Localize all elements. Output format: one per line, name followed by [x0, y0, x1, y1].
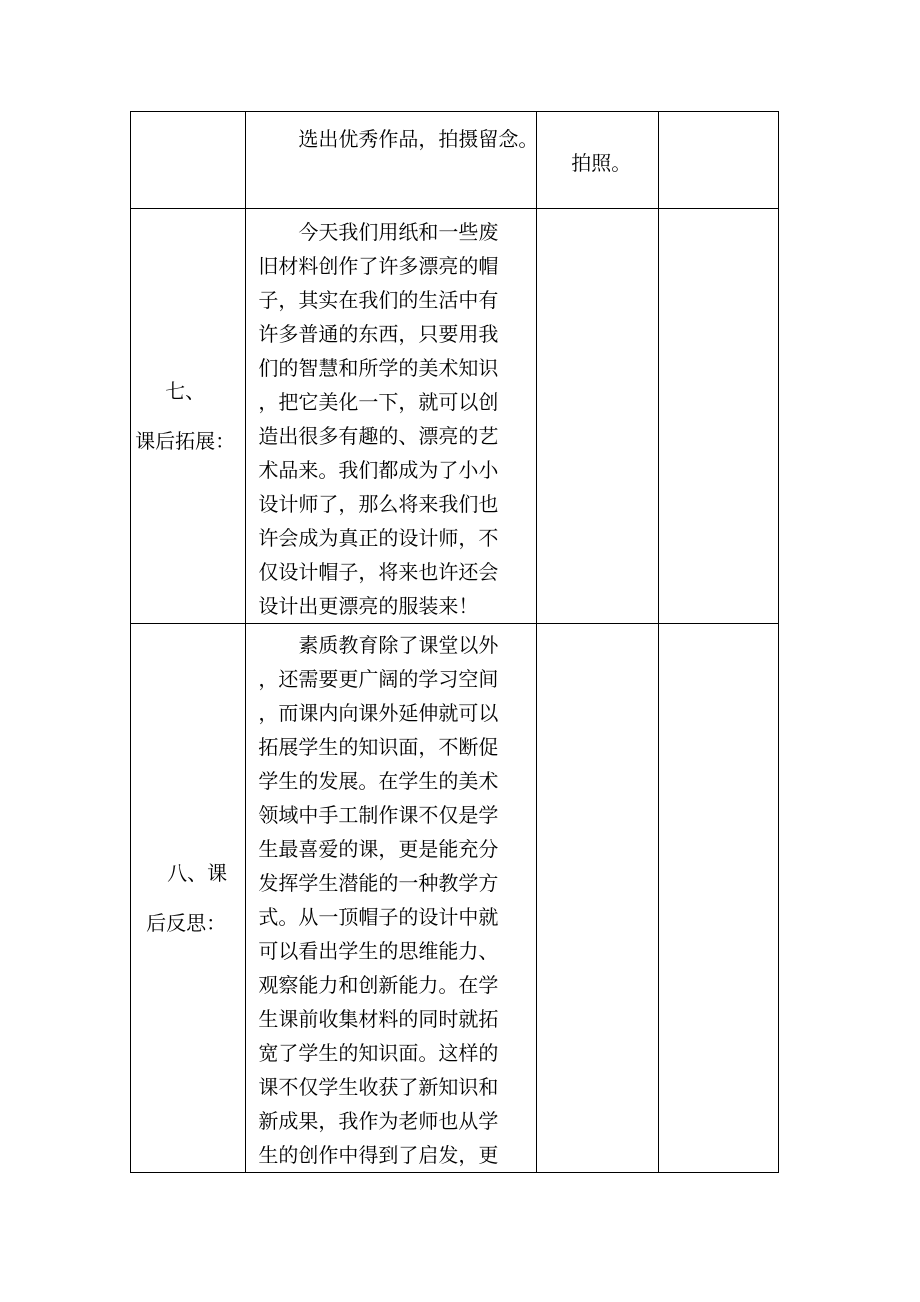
lesson-plan-table: [130, 111, 779, 1173]
content-line: 旧材料创作了许多漂亮的帽: [258, 254, 499, 278]
content-line: 拓展学生的知识面，不断促: [258, 735, 499, 759]
content-line: 观察能力和创新能力。在学: [258, 973, 499, 997]
content-line: ，把它美化一下，就可以创: [258, 390, 499, 414]
content-line: 今天我们用纸和一些废: [298, 220, 499, 244]
content-line: 学生的发展。在学生的美术: [258, 769, 499, 793]
content-line: 可以看出学生的思维能力、: [258, 939, 499, 963]
content-line: 术品来。我们都成为了小小: [258, 458, 499, 482]
table-row: [131, 209, 779, 624]
content-line: 许会成为真正的设计师，不: [258, 526, 499, 550]
content-line: 许多普通的东西，只要用我: [258, 322, 499, 346]
step-title: 课后拓展：: [135, 429, 236, 453]
content-line: 仅设计帽子，将来也许还会: [258, 560, 499, 584]
content-line: 选出优秀作品，拍摄留念。: [298, 127, 539, 151]
content-line: 造出很多有趣的、漂亮的艺: [258, 424, 499, 448]
content-line: 发挥学生潜能的一种教学方: [258, 871, 499, 895]
step-label-cell: [131, 112, 246, 209]
content-line: 新成果，我作为老师也从学: [258, 1109, 499, 1133]
step-label-cell: [131, 209, 246, 624]
notes-cell: [658, 624, 778, 1173]
content-line: 们的智慧和所学的美术知识: [258, 356, 499, 380]
content-line: 领域中手工制作课不仅是学: [258, 803, 499, 827]
teacher-activity-cell: [246, 624, 537, 1173]
content-line: ，还需要更广阔的学习空间: [258, 667, 499, 691]
notes-cell: [658, 209, 778, 624]
student-activity-cell: [537, 624, 658, 1173]
content-line: 子，其实在我们的生活中有: [258, 288, 499, 312]
content-line: ，而课内向课外延伸就可以: [258, 701, 499, 725]
content-line: 式。从一顶帽子的设计中就: [258, 905, 499, 929]
teacher-activity-cell: [246, 112, 537, 209]
table-row: [131, 112, 779, 209]
step-title: 后反思：: [146, 911, 227, 935]
content-line: 生的创作中得到了启发，更: [258, 1143, 499, 1167]
content-line: 生课前收集材料的同时就拓: [258, 1007, 499, 1031]
content-line: 生最喜爱的课，更是能充分: [258, 837, 499, 861]
content-line: 素质教育除了课堂以外: [298, 633, 499, 657]
content-line: 设计师了，那么将来我们也: [258, 492, 499, 516]
notes-cell: [658, 112, 778, 209]
student-activity-cell: [537, 209, 658, 624]
step-number: 八、课: [167, 861, 228, 885]
teacher-activity-cell: [246, 209, 537, 624]
step-label-cell: [131, 624, 246, 1173]
content-line: 课不仅学生收获了新知识和: [258, 1075, 499, 1099]
table-row: [131, 624, 779, 1173]
student-activity-text: 拍照。: [571, 151, 632, 175]
step-number: 七、: [165, 379, 206, 403]
student-activity-cell: [537, 112, 658, 209]
content-line: 宽了学生的知识面。这样的: [258, 1041, 499, 1065]
content-line: 设计出更漂亮的服装来！: [258, 594, 479, 618]
